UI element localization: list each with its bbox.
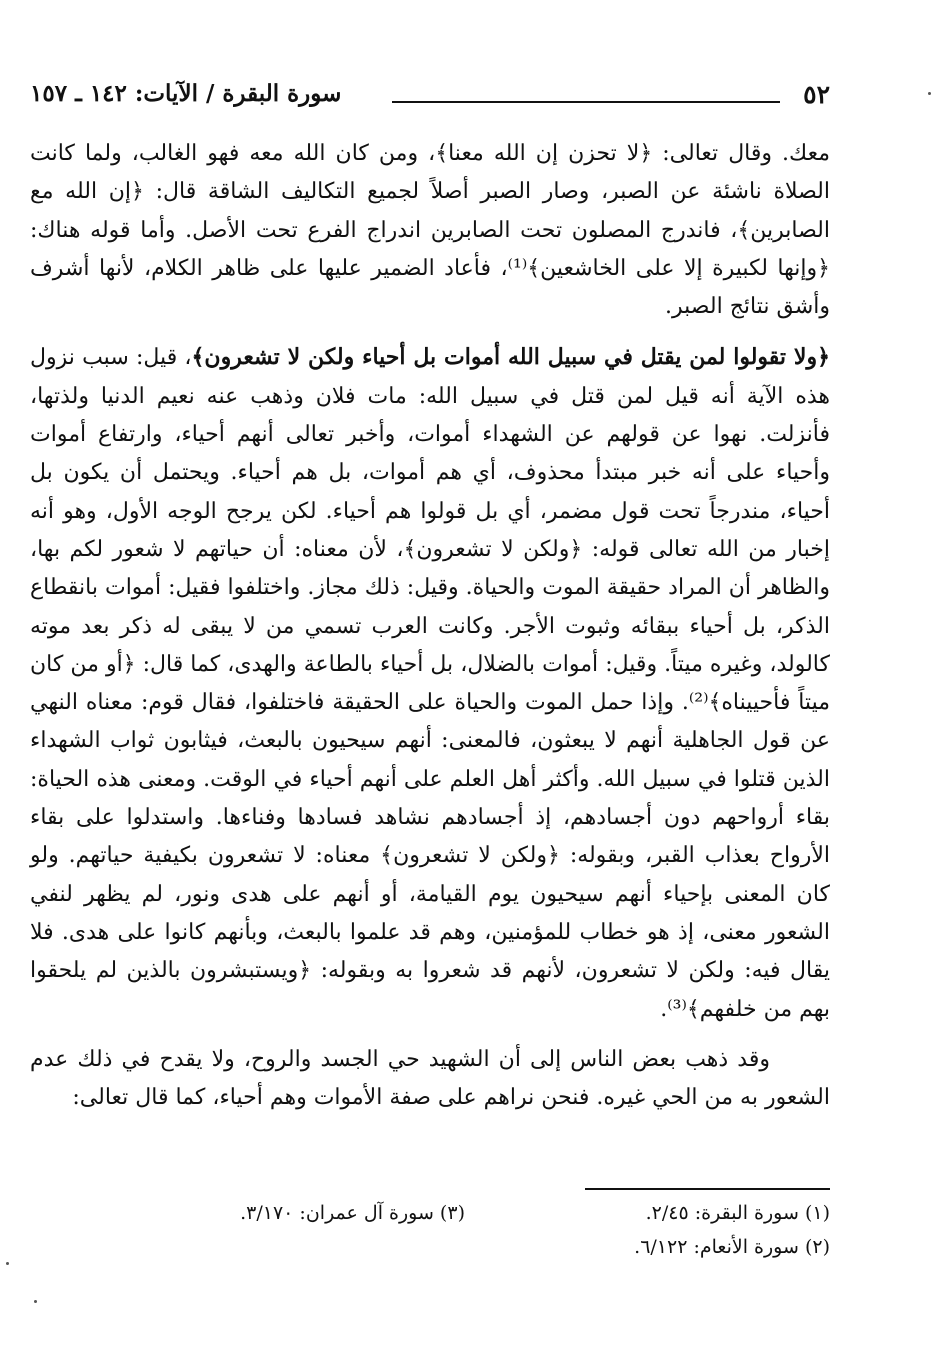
verse-heading: ﴿ولا تقولوا لمن يقتل في سبيل الله أموات بل أحياء ولكن لا تشعرون﴾ (191, 344, 830, 371)
body-text (30, 135, 830, 1117)
scan-speck (6, 1262, 9, 1265)
footnote-rule (585, 1188, 830, 1190)
scan-speck (34, 1300, 37, 1303)
footnote-row (100, 1230, 830, 1264)
page-header (30, 80, 830, 120)
footnote-1: (١) سورة البقرة: ٢/٤٥. (645, 1202, 830, 1224)
footnote-row (100, 1196, 830, 1230)
main-paragraph: سبب نزول هذه الآية أنه قيل لمن قتل في سبيل الله: مات فلان وذهب عنه نعيم الدنيا ولذتها، فأنزلت. نهوا عن قولهم عن الشهداء أموات، وأخبر تعالى أنهم أحياء، وارتفاع أموات وأحياء على أنه خبر مبتدأ محذوف، أي هم أموات، بل هم أحياء. ويحتمل أن يكون بل أحياء، مندرجاً تحت قول مضمر، أي بل قولوا هم أحياء. لكن يرجح الوجه الأول، وهو أنه إخبار من الله تعالى قوله: ﴿ولكن لا تشعرون﴾، لأن معناه: أن حياتهم لا شعور لكم بها، والظاهر أن المراد حقيقة الموت والحياة. وقيل: ذلك مجاز. واختلفوا فقيل: أموات بانقطاع الذكر، بل أحياء ببقائه وثبوت الأجر. وكانت العرب تسمي من لا يبقى له ذكر بعد موته كالولد، وغيره ميتاً. وقيل: أموات بالضلال، بل أحياء بالطاعة والهدى، كما قال: ﴿أو من كان ميتاً فأحييناه﴾⁽²⁾. وإذا حمل الموت والحياة على الحقيقة فاختلفوا، فقال قوم: معناه النهي عن قول الجاهلية أنهم لا يبعثون، فالمعنى: أنهم سيحيون بالبعث، فيثابون ثواب الشهداء الذين قتلوا في سبيل الله. وأكثر أهل العلم على أنهم أحياء في الوقت. ومعنى هذه الحياة: بقاء أرواحهم دون أجسادهم، إذ أجسادهم نشاهد فسادها وفناءها. واستدلوا على بقاء الأرواح بعذاب القبر، وبقوله: ﴿ولكن لا تشعرون﴾ معناه: لا تشعرون بكيفية حياتهم. ولو كان المعنى بإحياء أنهم سيحيون يوم القيامة، أو أنهم على هدى ونور، لم يظهر لنفي الشعور معنى، إذ هو خطاب للمؤمنين، وهم قد علموا بالبعث، وبأنهم كانوا على هدى. فلا يقال فيه: ولكن لا تشعرون، لأنهم قد شعروا به وبقوله: ﴿ويستبشرون بالذين لم يلحقوا بهم من خلفهم﴾⁽³⁾. (30, 345, 831, 1022)
verse-paragraph (30, 338, 830, 1028)
footnotes (100, 1196, 830, 1264)
page-number: ٥٢ (803, 80, 830, 109)
footnote-3: (٣) سورة آل عمران: ٣/١٧٠. (240, 1202, 465, 1224)
paragraph-1: معك. وقال تعالى: ﴿لا تحزن إن الله معنا﴾، ومن كان الله معه فهو الغالب، ولما كانت الصلاة ناشئة عن الصبر، وصار الصبر أصلاً لجميع التكاليف الشاقة قال: ﴿إن الله مع الصابرين﴾، فاندرج المصلون تحت الصابرين اندراج الفرع تحت الأصل. وأما قوله هناك: ﴿وإنها لكبيرة إلا على الخاشعين﴾⁽¹⁾، فأعاد الضمير عليها على ظاهر الكلام، لأنها أشرف وأشق نتائج الصبر. (30, 141, 830, 320)
running-title: سورة البقرة / الآيات: ١٤٢ ـ ١٥٧ (30, 80, 342, 107)
scan-speck (928, 92, 931, 95)
last-paragraph: وقد ذهب بعض الناس إلى أن الشهيد حي الجسد والروح، ولا يقدح في ذلك عدم الشعور به من الحي غيره. فنحن نراهم على صفة الأموات وهم أحياء، كما قال تعالى: (30, 1046, 830, 1111)
verse-heading-after: ، قيل: (135, 345, 192, 371)
header-rule (392, 101, 780, 103)
footnote-2: (٢) سورة الأنعام: ٦/١٢٢. (634, 1236, 830, 1258)
